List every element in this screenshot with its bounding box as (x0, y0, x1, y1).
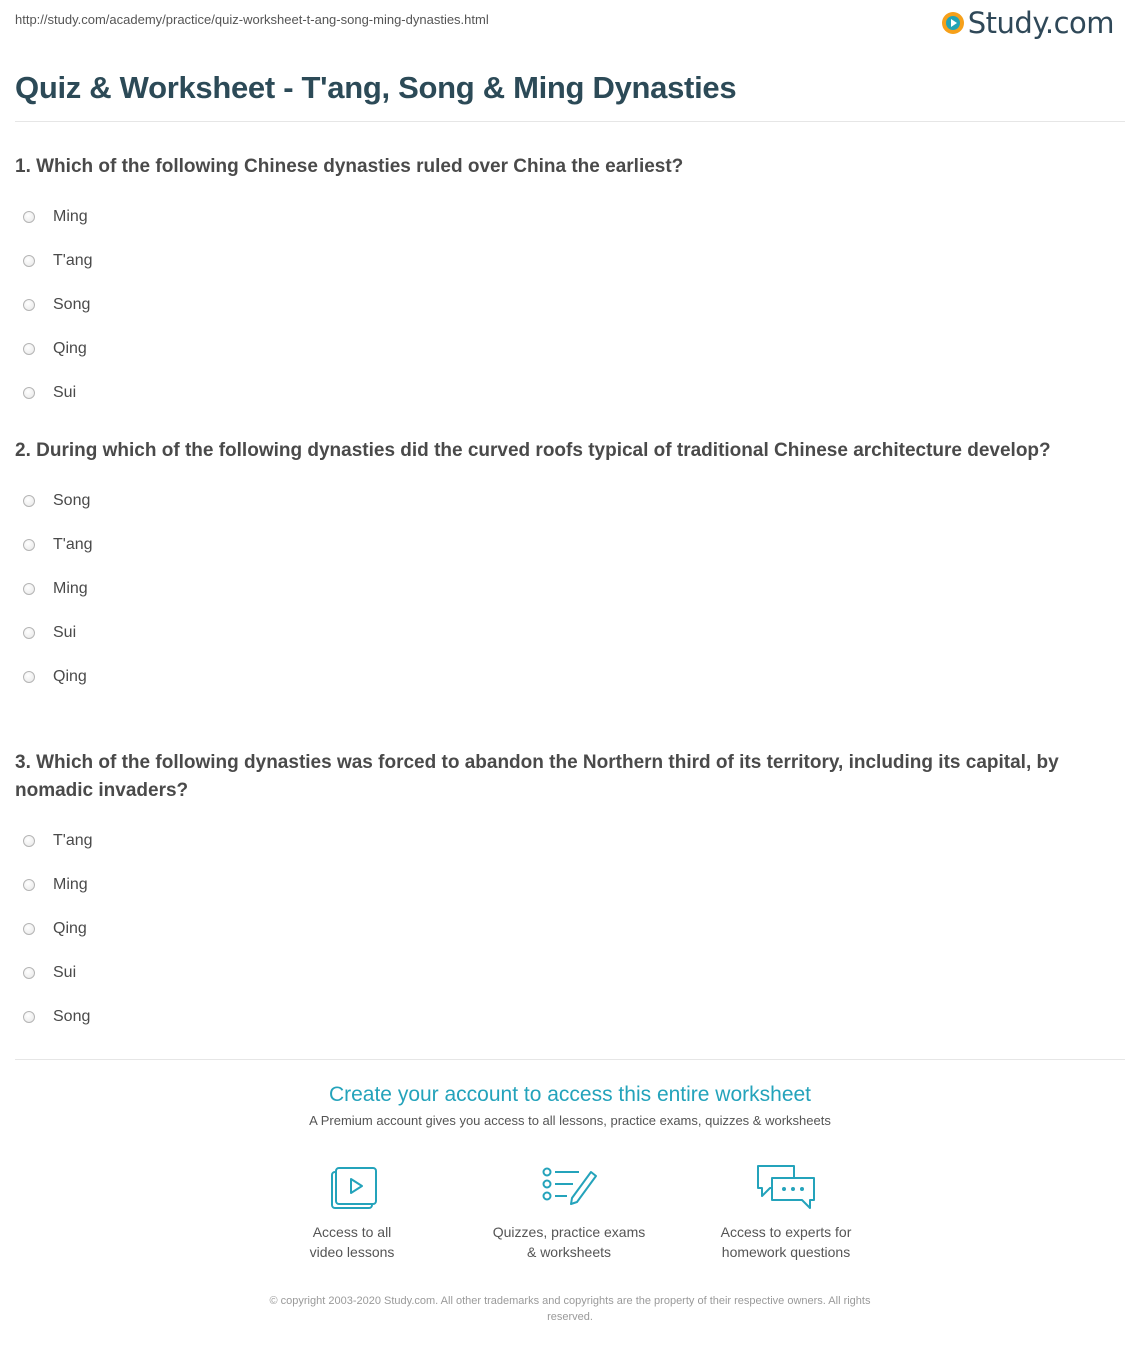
option-label: Ming (53, 208, 88, 225)
copyright-line: reserved. (547, 1311, 593, 1323)
answer-options (15, 479, 1095, 699)
cta-subtitle: A Premium account gives you access to all lessons, practice exams, quizzes & worksheets (309, 1113, 831, 1128)
feature-label: Quizzes, practice exams (492, 1224, 646, 1240)
feature-label: & worksheets (526, 1244, 612, 1260)
radio-button[interactable] (23, 211, 35, 223)
feature-label: Access to all (312, 1224, 392, 1240)
answer-option[interactable] (15, 283, 1095, 327)
radio-button[interactable] (23, 495, 35, 507)
logo-text: Study.com (967, 6, 1114, 40)
answer-option[interactable] (15, 567, 1095, 611)
title-divider (15, 121, 1125, 122)
answer-option[interactable] (15, 863, 1095, 907)
answer-option[interactable] (15, 479, 1095, 523)
copyright-line: © copyright 2003-2020 Study.com. All other trademarks and copyrights are the property of their respective owners. All rights (269, 1295, 871, 1307)
answer-option[interactable] (15, 995, 1095, 1039)
answer-option[interactable] (15, 195, 1095, 239)
radio-button[interactable] (23, 343, 35, 355)
page-title: Quiz & Worksheet - T'ang, Song & Ming Dynasties (15, 70, 737, 105)
cta-title-link[interactable]: Create your account to access this entire worksheet (328, 1083, 812, 1106)
radio-button[interactable] (23, 255, 35, 267)
radio-button[interactable] (23, 967, 35, 979)
option-label: Sui (53, 624, 77, 641)
radio-button[interactable] (23, 583, 35, 595)
study-logo[interactable] (942, 6, 1114, 40)
signup-cta (0, 1083, 1140, 1128)
answer-options (15, 195, 1095, 415)
option-label: Ming (53, 580, 88, 597)
radio-button[interactable] (23, 1011, 35, 1023)
feature-label: Access to experts for (720, 1224, 852, 1240)
page-url: http://study.com/academy/practice/quiz-worksheet-t-ang-song-ming-dynasties.html (15, 12, 489, 27)
answer-option[interactable] (15, 655, 1095, 699)
feature-video-lessons (252, 1162, 452, 1262)
video-lesson-icon (322, 1162, 382, 1212)
feature-quizzes (469, 1162, 669, 1262)
radio-button[interactable] (23, 879, 35, 891)
radio-button[interactable] (23, 387, 35, 399)
option-label: T'ang (53, 252, 93, 269)
option-label: Qing (53, 668, 87, 685)
answer-option[interactable] (15, 907, 1095, 951)
option-label: Song (53, 492, 91, 509)
play-logo-icon (942, 12, 964, 34)
radio-button[interactable] (23, 923, 35, 935)
radio-button[interactable] (23, 627, 35, 639)
section-divider (15, 1059, 1125, 1060)
question-1 (15, 153, 1095, 415)
option-label: Qing (53, 920, 87, 937)
answer-option[interactable] (15, 523, 1095, 567)
quiz-checklist-icon (539, 1162, 599, 1212)
option-label: Song (53, 1008, 91, 1025)
question-2 (15, 437, 1095, 699)
question-text: 3. Which of the following dynasties was forced to abandon the Northern third of its territory, including its capital, by nomadic invaders? (15, 752, 1059, 801)
answer-option[interactable] (15, 239, 1095, 283)
option-label: Song (53, 296, 91, 313)
radio-button[interactable] (23, 671, 35, 683)
answer-option[interactable] (15, 819, 1095, 863)
answer-option[interactable] (15, 611, 1095, 655)
option-label: Qing (53, 340, 87, 357)
option-label: Ming (53, 876, 88, 893)
answer-option[interactable] (15, 327, 1095, 371)
feature-experts (686, 1162, 886, 1262)
option-label: Sui (53, 384, 77, 401)
answer-option[interactable] (15, 371, 1095, 415)
answer-option[interactable] (15, 951, 1095, 995)
radio-button[interactable] (23, 539, 35, 551)
radio-button[interactable] (23, 835, 35, 847)
question-3 (15, 749, 1095, 1039)
chat-bubbles-icon (754, 1162, 818, 1212)
radio-button[interactable] (23, 299, 35, 311)
question-text: 2. During which of the following dynasties did the curved roofs typical of traditional Chinese architecture develop? (15, 440, 1051, 461)
copyright-footer (200, 1293, 940, 1325)
feature-label: homework questions (721, 1244, 851, 1260)
question-text: 1. Which of the following Chinese dynasties ruled over China the earliest? (15, 156, 684, 177)
option-label: T'ang (53, 536, 93, 553)
option-label: Sui (53, 964, 77, 981)
feature-label: video lessons (309, 1244, 395, 1260)
option-label: T'ang (53, 832, 93, 849)
answer-options (15, 819, 1095, 1039)
